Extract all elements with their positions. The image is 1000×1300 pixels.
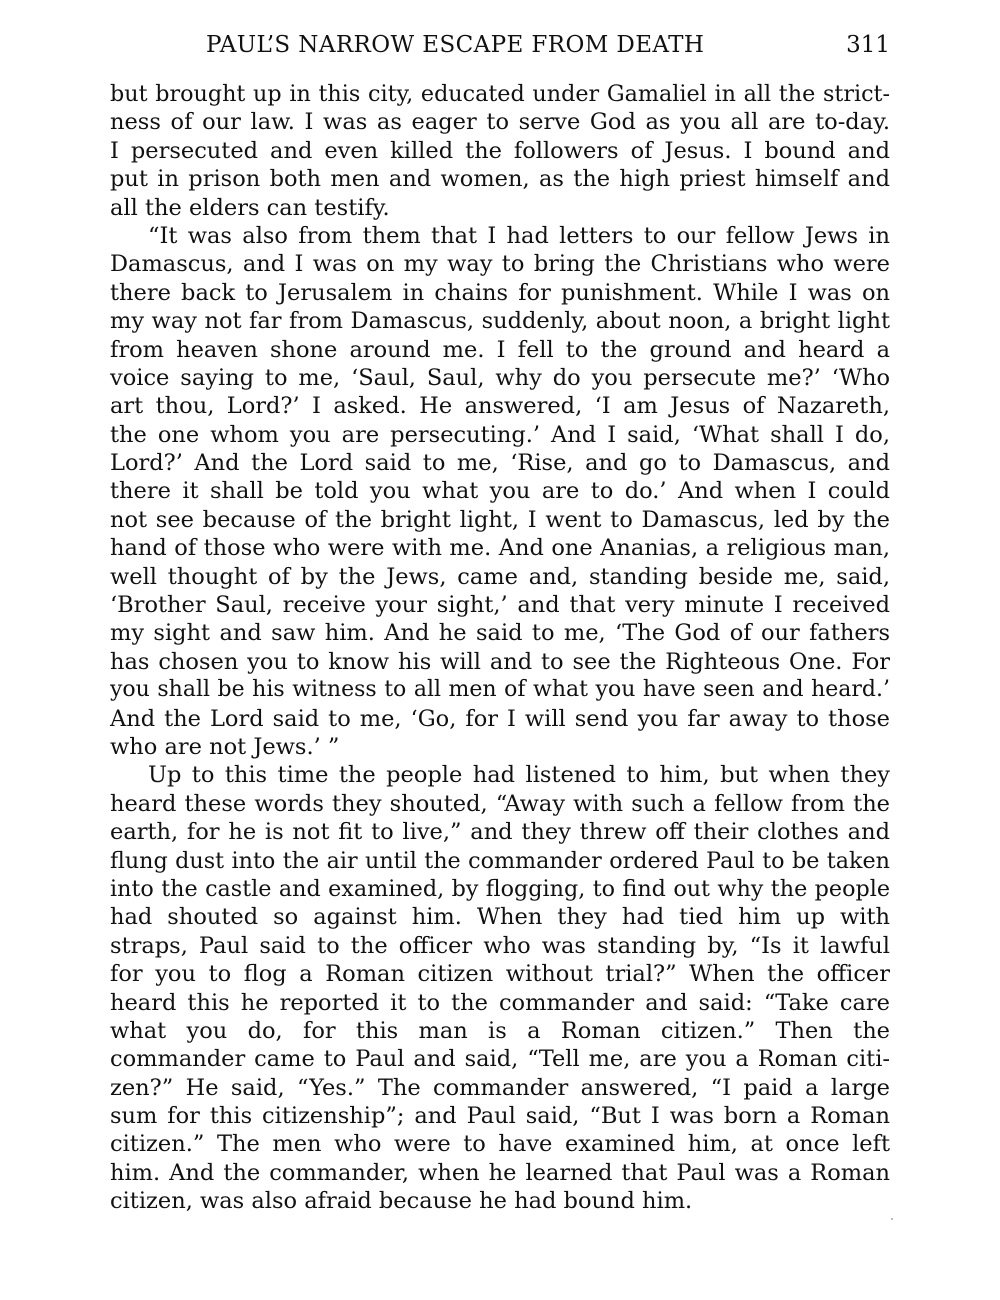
text-line: my way not far from Damascus, suddenly, about noon, a bright light — [110, 308, 890, 335]
text-line: voice saying to me, ‘Saul, Saul, why do you persecute me?’ ‘Who — [110, 364, 890, 391]
text-line: flung dust into the air until the commander ordered Paul to be taken — [110, 847, 890, 874]
running-title: PAUL’S NARROW ESCAPE FROM DEATH — [206, 32, 705, 58]
text-line: straps, Paul said to the officer who was standing by, “Is it lawful — [110, 932, 890, 959]
text-line: I persecuted and even killed the followers of Jesus. I bound and — [110, 137, 890, 164]
text-line: zen?” He said, “Yes.” The commander answered, “I paid a large — [110, 1074, 890, 1101]
text-line: well thought of by the Jews, came and, standing beside me, said, — [110, 563, 890, 590]
text-line: “It was also from them that I had letters to our fellow Jews in — [148, 222, 890, 249]
text-line: my sight and saw him. And he said to me, ‘The God of our fathers — [110, 620, 890, 647]
text-line: but brought up in this city, educated under Gamaliel in all the strict- — [110, 81, 890, 107]
text-line: earth, for he is not fit to live,” and they threw off their clothes and — [110, 819, 890, 846]
text-line: hand of those who were with me. And one Ananias, a religious man, — [110, 535, 890, 562]
text-line: heard this he reported it to the commander and said: “Take care — [110, 989, 890, 1016]
text-line: put in prison both men and women, as the high priest himself and — [110, 166, 890, 193]
text-line: into the castle and examined, by flogging, to find out why the people — [110, 875, 890, 902]
text-line: citizen.” The men who were to have examined him, at once left — [110, 1131, 890, 1158]
text-line: the one whom you are persecuting.’ And I said, ‘What shall I do, — [110, 421, 890, 448]
page-number: 311 — [846, 32, 890, 58]
text-line: sum for this citizenship”; and Paul said, “But I was born a Roman — [110, 1103, 890, 1130]
text-line: has chosen you to know his will and to see the Righteous One. For — [110, 648, 890, 675]
paragraph-3 — [110, 761, 890, 1215]
text-line: who are not Jews.’ ” — [110, 733, 340, 760]
running-header — [110, 30, 890, 60]
text-line: all the elders can testify. — [110, 194, 390, 221]
text-line: art thou, Lord?’ I asked. He answered, ‘I am Jesus of Nazareth, — [110, 393, 890, 420]
text-line: what you do, for this man is a Roman citizen.” Then the — [110, 1017, 890, 1044]
text-line: heard these words they shouted, “Away with such a fellow from the — [110, 790, 890, 817]
text-line: there it shall be told you what you are to do.’ And when I could — [110, 478, 890, 505]
text-line: from heaven shone around me. I fell to the ground and heard a — [110, 336, 890, 363]
paragraph-1 — [110, 80, 890, 222]
text-line: you shall be his witness to all men of what you have seen and heard.’ — [110, 677, 890, 703]
text-line: there back to Jerusalem in chains for punishment. While I was on — [110, 279, 890, 306]
paragraph-2 — [110, 222, 890, 761]
text-line: Damascus, and I was on my way to bring the Christians who were — [110, 251, 890, 278]
paper-speck — [891, 1218, 893, 1220]
text-line: ‘Brother Saul, receive your sight,’ and that very minute I received — [110, 592, 890, 619]
text-line: for you to flog a Roman citizen without trial?” When the officer — [110, 961, 890, 988]
text-line: ness of our law. I was as eager to serve God as you all are to-day. — [110, 109, 890, 136]
text-line: Lord?’ And the Lord said to me, ‘Rise, and go to Damascus, and — [110, 450, 890, 477]
text-line: commander came to Paul and said, “Tell me, are you a Roman citi- — [110, 1046, 890, 1073]
text-line: him. And the commander, when he learned that Paul was a Roman — [110, 1159, 890, 1186]
text-line: citizen, was also afraid because he had bound him. — [110, 1188, 693, 1215]
text-line: And the Lord said to me, ‘Go, for I will send you far away to those — [110, 705, 890, 732]
text-line: not see because of the bright light, I went to Damascus, led by the — [110, 506, 890, 533]
text-line: Up to this time the people had listened to him, but when they — [148, 762, 890, 789]
text-line: had shouted so against him. When they had tied him up with — [110, 904, 890, 931]
body-text — [110, 80, 890, 1216]
